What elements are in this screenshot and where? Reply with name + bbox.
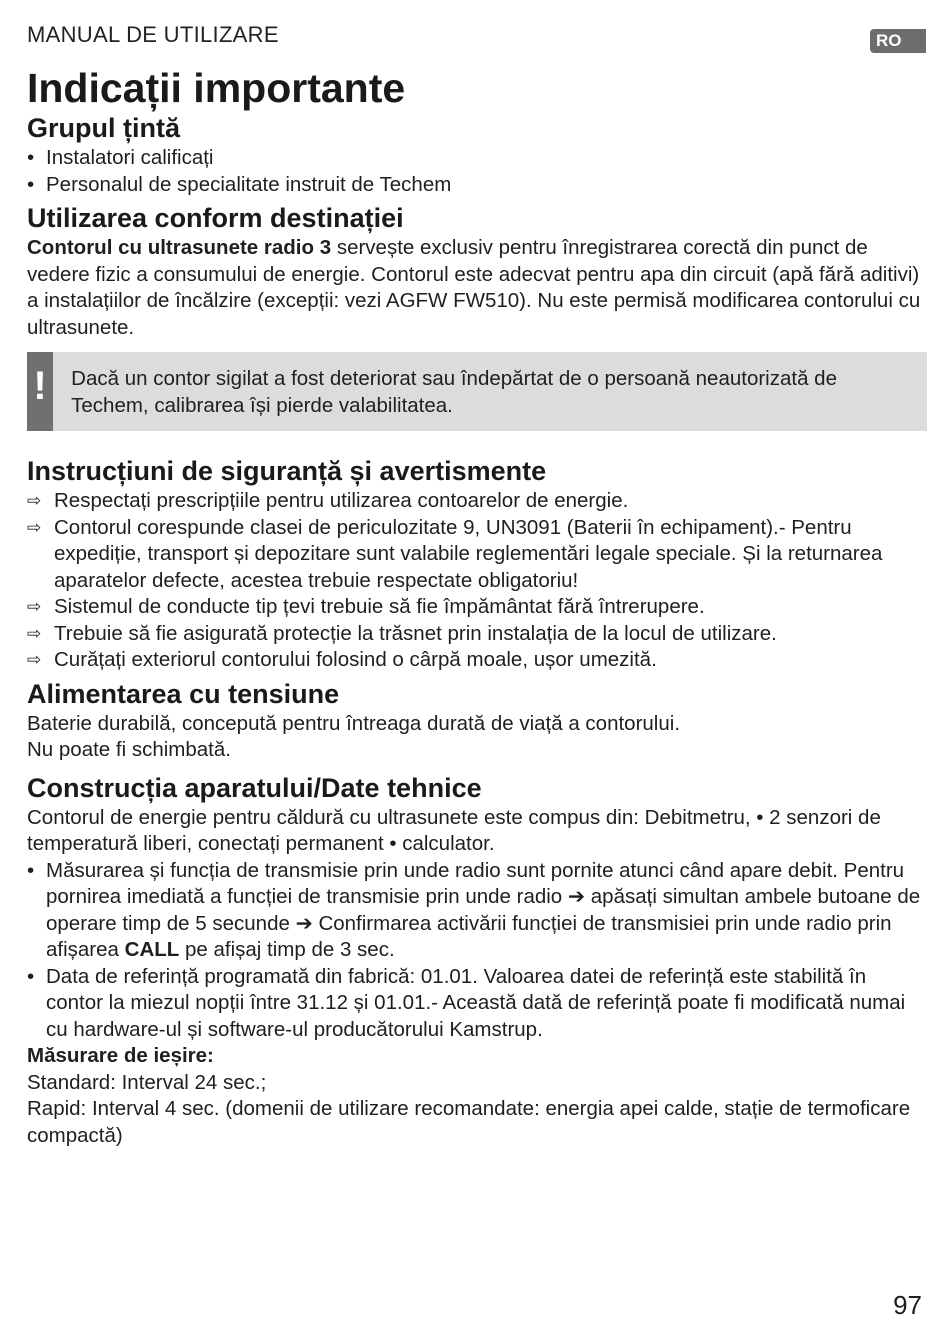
list-item-text: Contorul corespunde clasei de periculozitate 9, UN3091 (Baterii în echipament).- Pentru expediție, transport și depozitare sunt valabile reglementări legale speciale. Și la returnarea aparatelor defecte, acestea trebuie respectate obligatoriu! xyxy=(54,515,883,592)
heading-safety: Instrucțiuni de siguranță și avertismente xyxy=(27,456,547,486)
construction-list xyxy=(27,858,927,1044)
exclamation-icon: ! xyxy=(27,352,53,431)
list-item xyxy=(27,621,927,648)
list-item xyxy=(27,858,927,964)
heading-target-group: Grupul țintă xyxy=(27,113,180,143)
list-item-text: Respectați prescripțiile pentru utilizarea contoarelor de energie. xyxy=(54,489,629,512)
list-item-text: pe afișaj timp de 3 sec. xyxy=(179,938,395,961)
arrow-icon: ⇨ xyxy=(27,650,42,669)
target-group-list xyxy=(27,145,927,198)
construction-intro: Contorul de energie pentru căldură cu ultrasunete este compus din: Debitmetru, • 2 senzori de temperatură liberi, conectați permanent • calculator. xyxy=(27,805,881,855)
list-item xyxy=(27,647,927,674)
page-content xyxy=(27,64,927,1149)
arrow-icon: ⇨ xyxy=(27,517,42,537)
measurement-standard: Standard: Interval 24 sec.; xyxy=(27,1070,267,1094)
warning-text: Dacă un contor sigilat a fost deteriorat sau îndepărtat de o persoană neautorizată de Techem, calibrarea își pierde valabilitatea. xyxy=(71,367,837,417)
heading-intended-use: Utilizarea conform destinației xyxy=(27,203,404,233)
warning-notice xyxy=(27,352,927,431)
list-item-text: Măsurarea și funcția de transmisie prin unde radio sunt pornite atunci când apare debit. Pentru pornirea imediată a funcției de transmisie prin unde radio ➔ apăsați simultan ambele butoane de operare timp de 5 secunde ➔ Confirmarea activării funcției de transmisiei prin unde radio prin afișarea xyxy=(46,858,921,961)
safety-list xyxy=(27,488,927,674)
call-display-text: CALL xyxy=(124,938,180,961)
list-item: • Personalul de specialitate instruit de Techem xyxy=(27,172,927,199)
measurement-rapid: Rapid: Interval 4 sec. (domenii de utilizare recomandate: energia apei calde, stație de termoficare compactă) xyxy=(27,1097,911,1147)
list-item: • Data de referință programată din fabrică: 01.01. Valoarea datei de referință este stabilită în contor la miezul nopții între 31.12 și 01.01.- Această dată de referință poate fi modificată numai cu hardware-ul și software-ul producătorului Kamstrup. xyxy=(27,964,927,1044)
heading-power-supply: Alimentarea cu tensiune xyxy=(27,678,340,709)
list-item xyxy=(27,488,927,515)
heading-construction: Construcția aparatului/Date tehnice xyxy=(27,772,482,803)
list-item-text: Sistemul de conducte tip țevi trebuie să fie împământat fără întrerupere. xyxy=(54,595,705,618)
language-tab: RO xyxy=(870,29,926,53)
arrow-icon: ⇨ xyxy=(27,623,42,643)
running-header: MANUAL DE UTILIZARE xyxy=(27,22,279,47)
intended-use-paragraph xyxy=(27,235,927,341)
measurement-heading: Măsurare de ieșire: xyxy=(27,1044,214,1067)
page-number: 97 xyxy=(893,1290,922,1320)
list-item-text: Trebuie să fie asigurată protecție la trăsnet prin instalația de la locul de utilizare. xyxy=(54,621,777,645)
list-item: • Instalatori calificați xyxy=(27,145,927,172)
arrow-icon: ⇨ xyxy=(27,597,42,616)
power-line-2: Nu poate fi schimbată. xyxy=(27,738,231,761)
power-line-1: Baterie durabilă, concepută pentru întreaga durată de viață a contorului. xyxy=(27,711,681,735)
product-name: Contorul cu ultrasunete radio 3 xyxy=(27,236,332,259)
intended-use-text: servește exclusiv pentru înregistrarea corectă din punct de vedere fizic a consumului de energie. Contorul este adecvat pentru apa din circuit (apă fără aditivi) a instalațiilor de încălzire (excepții: vezi AGFW FW510). Nu este permisă modificarea contorului cu ultrasunete. xyxy=(27,236,921,339)
arrow-icon: ⇨ xyxy=(27,491,42,510)
list-item xyxy=(27,515,927,595)
list-item xyxy=(27,594,927,621)
page-title: Indicații importante xyxy=(27,65,406,111)
list-item-text: Curățați exteriorul contorului folosind o cârpă moale, ușor umezită. xyxy=(54,648,657,671)
